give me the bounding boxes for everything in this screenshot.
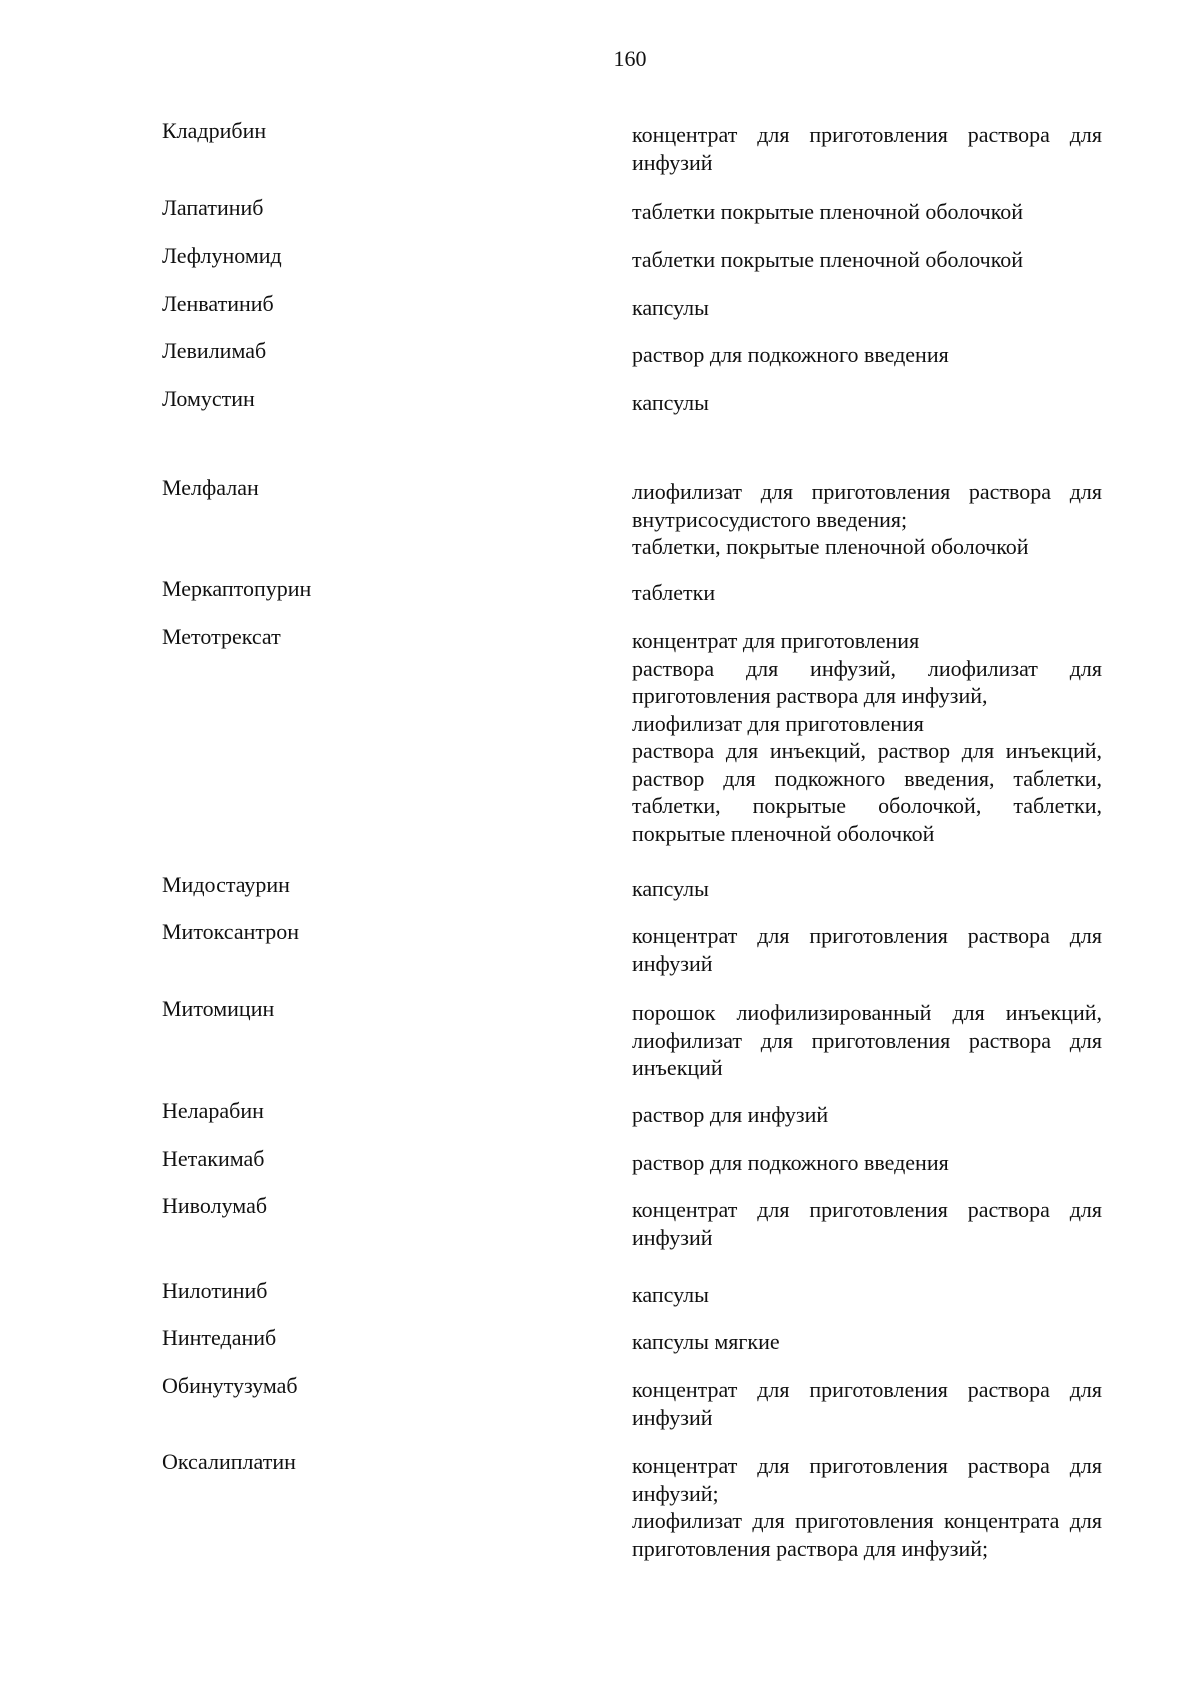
dosage-form-line: лиофилизат для приготовления раствора для внутрисосудистого введения;: [632, 479, 1102, 532]
dosage-form-line: таблетки, покрытые пленочной оболочкой: [632, 534, 1029, 559]
dosage-form-line: концентрат для приготовления: [632, 628, 920, 653]
dosage-form: [632, 341, 1102, 369]
drug-name: Неларабин: [162, 1098, 264, 1123]
drug-name: Обинутузумаб: [162, 1373, 298, 1398]
drug-name: Лефлуномид: [162, 243, 282, 268]
dosage-form-line: капсулы: [632, 295, 709, 320]
dosage-form-line: капсулы: [632, 876, 709, 901]
drug-name: Ниволумаб: [162, 1193, 268, 1218]
dosage-form-line: концентрат для приготовления раствора для инфузий;: [632, 1453, 1102, 1506]
dosage-form-line: лиофилизат для приготовления: [632, 710, 924, 736]
drug-name: Нетакимаб: [162, 1146, 265, 1171]
dosage-form: [632, 875, 1102, 903]
dosage-form-line: раствор для подкожного введения: [632, 342, 949, 367]
drug-name: Нилотиниб: [162, 1278, 268, 1303]
dosage-form: [632, 627, 1102, 847]
dosage-form-line: капсулы: [632, 390, 709, 415]
dosage-form-line: капсулы: [632, 1282, 709, 1307]
dosage-form-line: таблетки покрытые пленочной оболочкой: [632, 199, 1024, 224]
dosage-form: [632, 579, 1102, 607]
drug-name: Нинтеданиб: [162, 1325, 277, 1350]
dosage-form-line: раствора для инфузий, лиофилизат для приготовления раствора для инфузий,: [632, 655, 1102, 708]
dosage-form: [632, 389, 1102, 417]
dosage-form-line: капсулы мягкие: [632, 1329, 780, 1354]
drug-name: Кладрибин: [162, 118, 267, 143]
dosage-form: [632, 121, 1102, 176]
drug-name: Метотрексат: [162, 624, 281, 649]
drug-name: Мелфалан: [162, 475, 259, 500]
dosage-form-line: раствора для инъекций, раствор для инъекций, раствор для подкожного введения, таблетки, таблетки, покрытые оболочкой, таблетки, покрытые пленочной оболочкой: [632, 738, 1102, 846]
drug-name: Оксалиплатин: [162, 1449, 296, 1474]
dosage-form: [632, 1328, 1102, 1356]
dosage-form-line: концентрат для приготовления раствора для инфузий: [632, 923, 1102, 976]
dosage-form: [632, 1376, 1102, 1431]
dosage-form: [632, 999, 1102, 1082]
dosage-form-line: таблетки: [632, 580, 716, 605]
dosage-form: [632, 1281, 1102, 1309]
dosage-form: [632, 246, 1102, 274]
dosage-form: [632, 1101, 1102, 1129]
page-number: 160: [613, 46, 647, 71]
drug-name: Ленватиниб: [162, 291, 274, 316]
drug-name: Ломустин: [162, 386, 255, 411]
dosage-form: [632, 922, 1102, 977]
dosage-form-line: таблетки покрытые пленочной оболочкой: [632, 247, 1024, 272]
drug-name: Мидостаурин: [162, 872, 290, 897]
dosage-form-line: порошок лиофилизированный для инъекций, лиофилизат для приготовления раствора для инъекций: [632, 1000, 1102, 1080]
dosage-form-line: концентрат для приготовления раствора для инфузий: [632, 1377, 1102, 1430]
dosage-form-line: концентрат для приготовления раствора для инфузий: [632, 1197, 1102, 1250]
dosage-form-line: лиофилизат для приготовления концентрата для приготовления раствора для инфузий;: [632, 1508, 1102, 1561]
dosage-form-line: раствор для подкожного введения: [632, 1150, 949, 1175]
dosage-form: [632, 1149, 1102, 1177]
dosage-form: [632, 198, 1102, 226]
dosage-form: [632, 478, 1102, 561]
drug-name: Митомицин: [162, 996, 275, 1021]
drug-name: Лапатиниб: [162, 195, 264, 220]
drug-name: Левилимаб: [162, 338, 267, 363]
dosage-form-line: раствор для инфузий: [632, 1102, 829, 1127]
dosage-form: [632, 1452, 1102, 1562]
dosage-form-line: концентрат для приготовления раствора для инфузий: [632, 122, 1102, 175]
dosage-form: [632, 294, 1102, 322]
dosage-form: [632, 1196, 1102, 1251]
drug-name: Меркаптопурин: [162, 576, 312, 601]
drug-name: Митоксантрон: [162, 919, 300, 944]
